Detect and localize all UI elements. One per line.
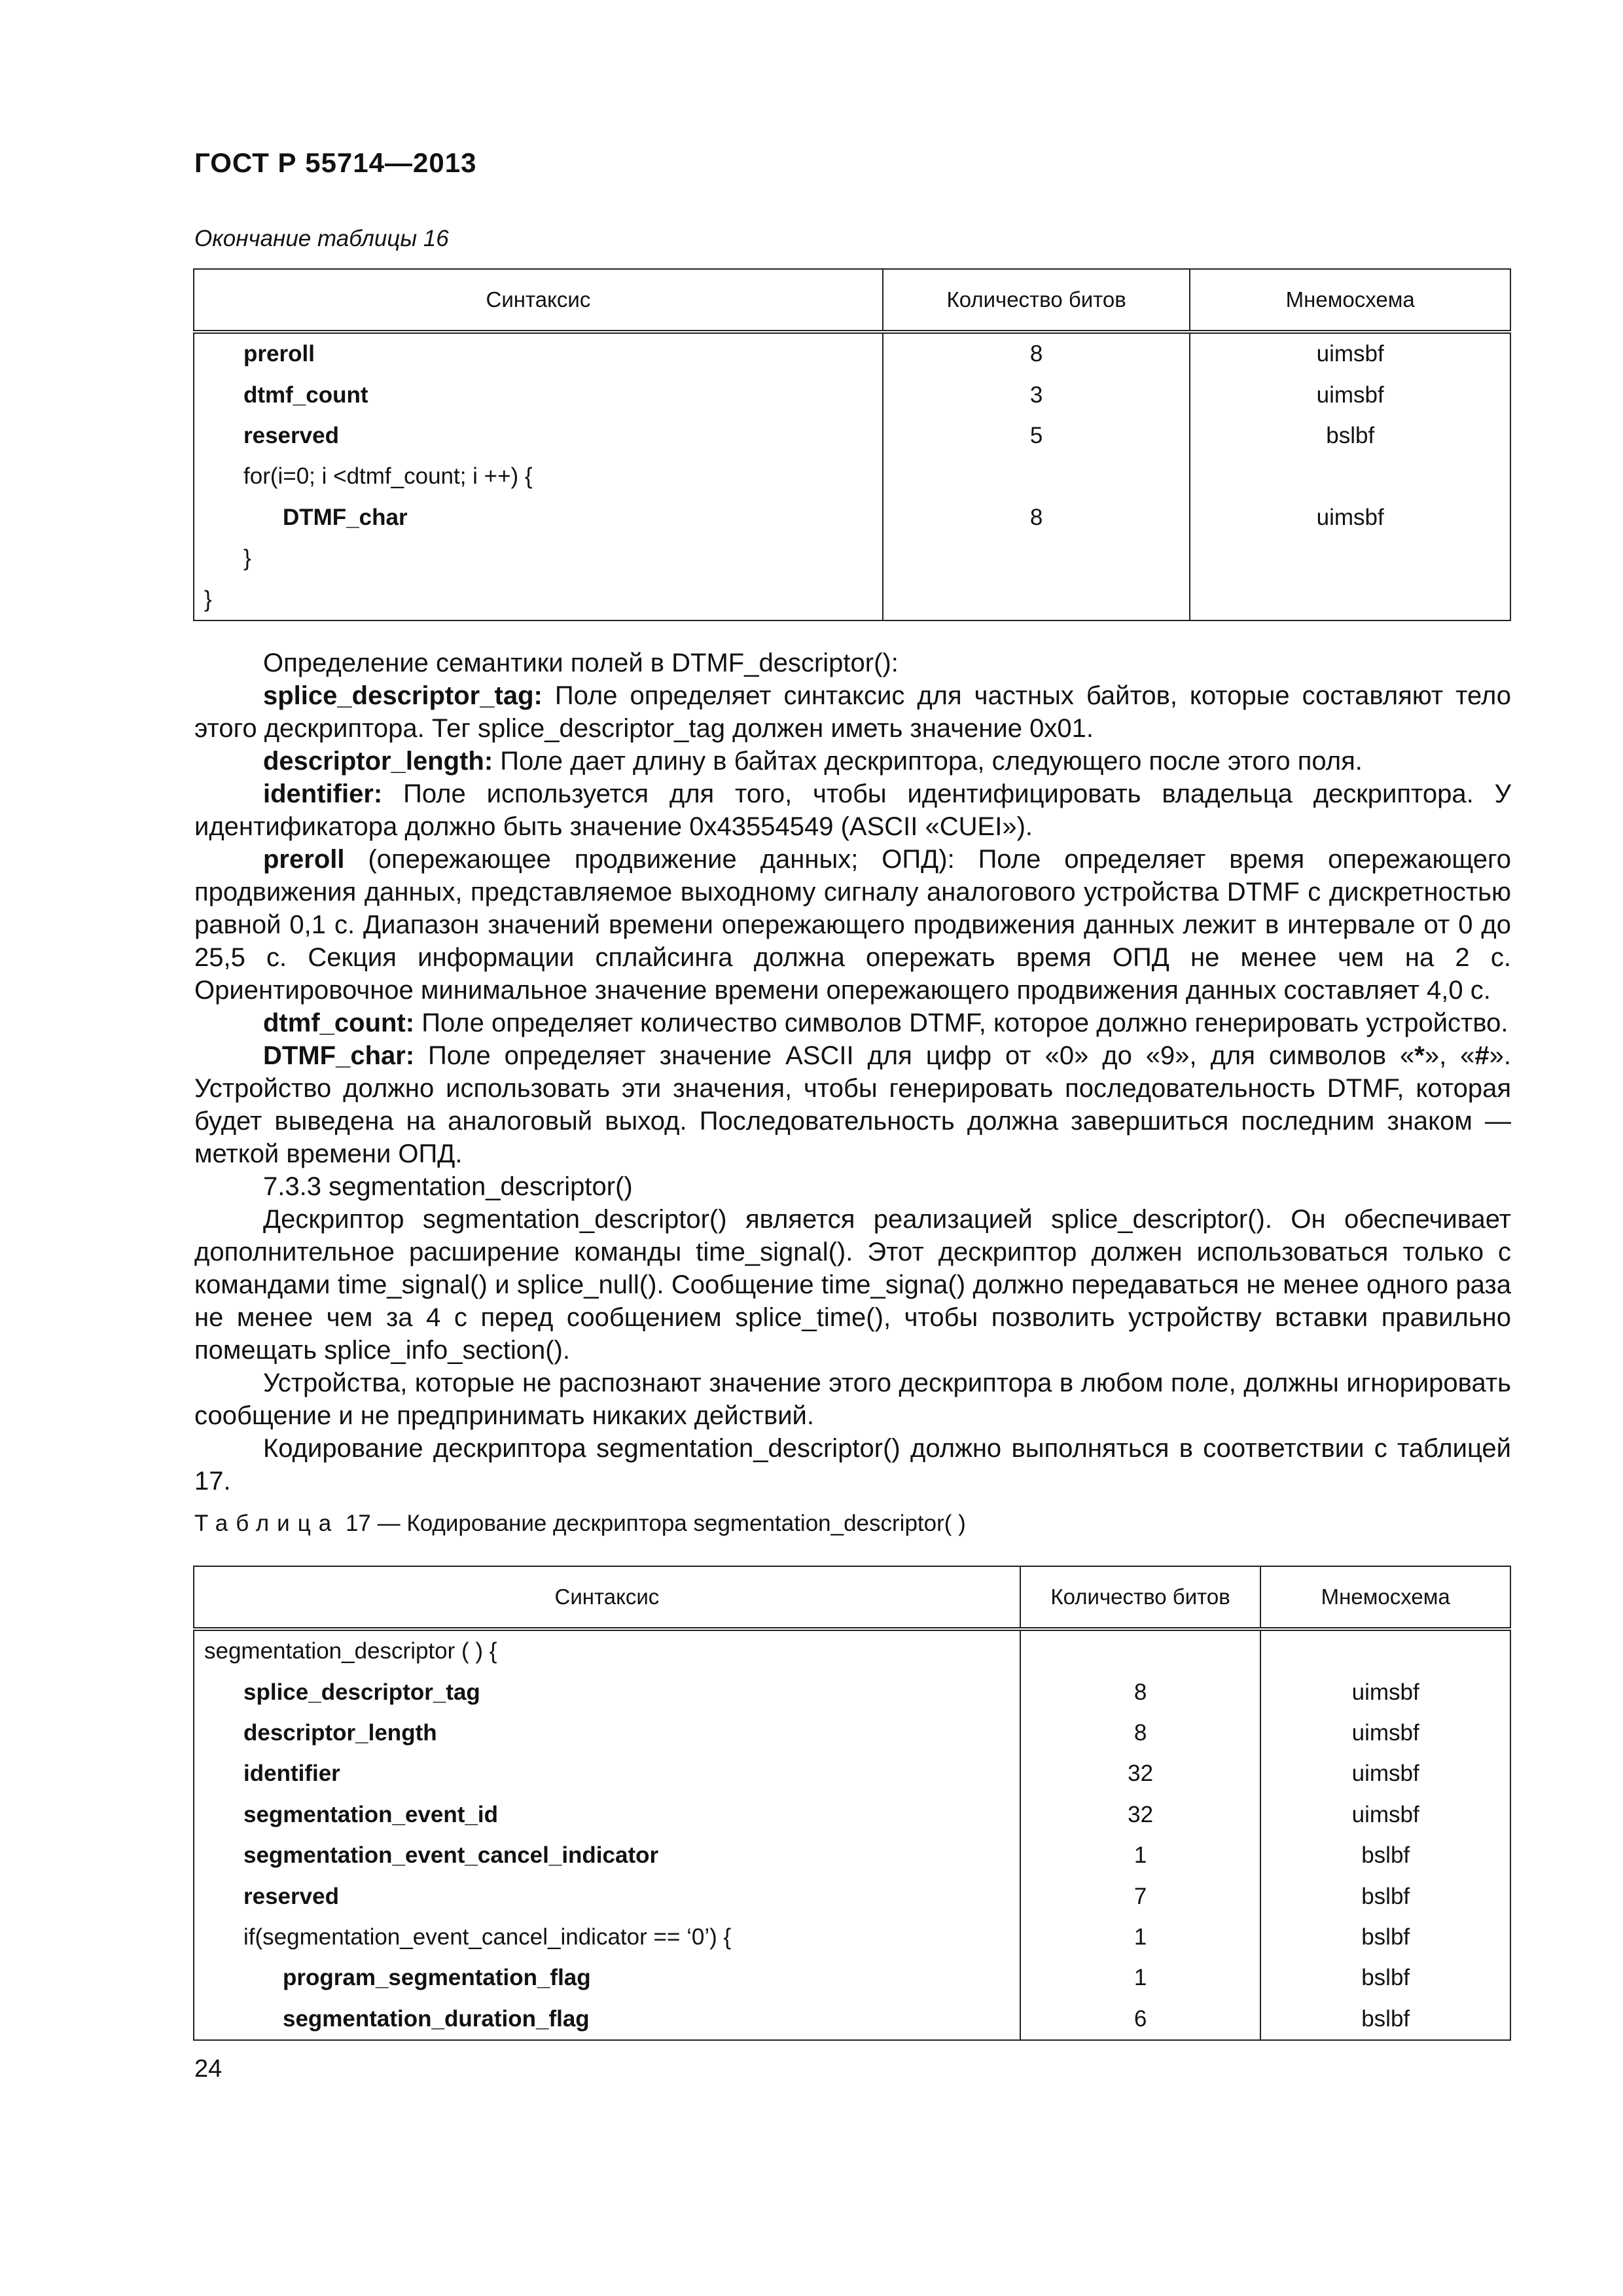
syntax-cell: descriptor_length	[194, 1713, 1020, 1753]
paragraph: Дескриптор segmentation_descriptor() является реализацией splice_descriptor(). Он обеспечивает дополнительное расширение команды time_signal(). Этот дескриптор должен использоваться только с командами time_signal() и splice_null(). Сообщение time_signa() должно передаваться не менее одного раза не менее чем за 4 с перед сообщением splice_time(), чтобы позволить устройству вставки правильно помещать splice_info_section().	[194, 1205, 1511, 1365]
syntax-cell: preroll	[194, 332, 883, 374]
field-term: DTMF_char:	[263, 1041, 415, 1070]
syntax-cell: }	[194, 538, 883, 579]
mnemonic-cell: uimsbf	[1260, 1753, 1510, 1794]
page-number: 24	[194, 2055, 223, 2083]
mnemonic-cell: uimsbf	[1190, 374, 1510, 415]
paragraph-text: Поле определяет синтаксис для частных байтов, которые составляют тело этого дескриптора. Тег splice_descriptor_tag должен иметь значение 0x01.	[194, 681, 1511, 743]
table-row	[194, 1629, 1510, 1672]
table-row	[194, 1876, 1510, 1916]
mnemonic-cell	[1190, 579, 1510, 620]
field-term: dtmf_count:	[263, 1009, 415, 1037]
bits-cell: 1	[1020, 1958, 1261, 1998]
syntax-cell: segmentation_event_id	[194, 1795, 1020, 1835]
column-header-syntax: Синтаксис	[194, 1566, 1020, 1629]
paragraph-text: Поле используется для того, чтобы идентифицировать владельца дескриптора. У идентификатора должно быть значение 0x43554549 (ASCII «CUEI»).	[194, 780, 1511, 841]
bits-cell: 1	[1020, 1917, 1261, 1958]
mnemonic-cell: bslbf	[1260, 1958, 1510, 1998]
table-row	[194, 416, 1510, 456]
syntax-cell: if(segmentation_event_cancel_indicator == ‘0’) {	[194, 1917, 1020, 1958]
bits-cell: 32	[1020, 1753, 1261, 1794]
table-row	[194, 332, 1510, 374]
bits-cell	[883, 579, 1190, 620]
bits-cell	[1020, 1629, 1261, 1672]
mnemonic-cell: uimsbf	[1190, 332, 1510, 374]
bits-cell	[883, 456, 1190, 497]
syntax-cell: reserved	[194, 416, 883, 456]
table-row	[194, 1958, 1510, 1998]
table-row	[194, 1835, 1510, 1876]
syntax-cell: segmentation_event_cancel_indicator	[194, 1835, 1020, 1876]
paragraph	[194, 647, 1511, 679]
paragraph	[194, 1039, 1511, 1170]
syntax-cell: splice_descriptor_tag	[194, 1672, 1020, 1712]
body-text	[194, 647, 1511, 1498]
bits-cell: 1	[1020, 1835, 1261, 1876]
bits-cell: 8	[883, 497, 1190, 538]
field-term: descriptor_length:	[263, 747, 493, 776]
paragraph	[194, 778, 1511, 843]
table-label: Таблица	[194, 1511, 340, 1536]
bits-cell: 8	[1020, 1713, 1261, 1753]
mnemonic-cell	[1260, 1629, 1510, 1672]
table-row	[194, 456, 1510, 497]
paragraph: Устройства, которые не распознают значение этого дескриптора в любом поле, должны игнорировать сообщение и не предпринимать никаких действий.	[194, 1369, 1511, 1430]
table-row	[194, 1753, 1510, 1794]
syntax-cell: dtmf_count	[194, 374, 883, 415]
column-header-bits: Количество битов	[883, 269, 1190, 332]
mnemonic-cell	[1190, 538, 1510, 579]
document-header: ГОСТ Р 55714—2013	[194, 147, 477, 178]
syntax-cell: reserved	[194, 1876, 1020, 1916]
column-header-bits: Количество битов	[1020, 1566, 1261, 1629]
star-symbol: *	[1414, 1041, 1425, 1070]
field-term: splice_descriptor_tag:	[263, 681, 543, 710]
column-header-syntax: Синтаксис	[194, 269, 883, 332]
field-term: preroll	[263, 845, 345, 874]
paragraph-text: Поле определяет количество символов DTMF, которое должно генерировать устройство.	[414, 1009, 1508, 1037]
mnemonic-cell: bslbf	[1190, 416, 1510, 456]
table16-caption: Окончание таблицы 16	[194, 226, 449, 251]
syntax-cell: for(i=0; i <dtmf_count; i ++) {	[194, 456, 883, 497]
paragraph-text: Определение семантики полей в DTMF_descriptor():	[263, 649, 899, 677]
mnemonic-cell: bslbf	[1260, 1917, 1510, 1958]
table-title: 17 — Кодирование дескриптора segmentation_descriptor( )	[339, 1511, 966, 1536]
table17-caption	[194, 1511, 966, 1537]
bits-cell	[883, 538, 1190, 579]
bits-cell: 3	[883, 374, 1190, 415]
paragraph	[194, 679, 1511, 745]
syntax-cell: identifier	[194, 1753, 1020, 1794]
mnemonic-cell: uimsbf	[1260, 1795, 1510, 1835]
mnemonic-cell: bslbf	[1260, 1835, 1510, 1876]
hash-symbol: #	[1474, 1041, 1489, 1070]
bits-cell: 6	[1020, 1999, 1261, 2040]
paragraph-text: Поле дает длину в байтах дескриптора, следующего после этого поля.	[493, 747, 1363, 776]
table-row	[194, 497, 1510, 538]
table-row	[194, 1795, 1510, 1835]
mnemonic-cell: bslbf	[1260, 1876, 1510, 1916]
table-row	[194, 1917, 1510, 1958]
syntax-cell: segmentation_descriptor ( ) {	[194, 1629, 1020, 1672]
mnemonic-cell	[1190, 456, 1510, 497]
paragraph-text: », «	[1424, 1041, 1475, 1070]
column-header-mnemonic: Мнемосхема	[1190, 269, 1510, 332]
syntax-cell: DTMF_char	[194, 497, 883, 538]
syntax-cell: }	[194, 579, 883, 620]
table-row	[194, 538, 1510, 579]
field-term: identifier:	[263, 780, 383, 808]
paragraph	[194, 843, 1511, 1007]
bits-cell: 32	[1020, 1795, 1261, 1835]
paragraph-text: ». Устройство должно использовать эти значения, чтобы генерировать последовательность DTMF, которая будет выведена на аналоговый выход. Последовательность должна завершиться последним знаком — меткой времени ОПД.	[194, 1041, 1511, 1168]
table-row	[194, 1672, 1510, 1712]
paragraph: Кодирование дескриптора segmentation_descriptor() должно выполняться в соответствии с таблицей 17.	[194, 1434, 1511, 1496]
bits-cell: 5	[883, 416, 1190, 456]
table-17	[193, 1566, 1511, 2041]
table-16	[193, 268, 1511, 621]
mnemonic-cell: uimsbf	[1260, 1672, 1510, 1712]
bits-cell: 7	[1020, 1876, 1261, 1916]
paragraph-text: Поле определяет значение ASCII для цифр от «0» до «9», для символов «	[414, 1041, 1415, 1070]
mnemonic-cell: bslbf	[1260, 1999, 1510, 2040]
table-row	[194, 579, 1510, 620]
bits-cell: 8	[1020, 1672, 1261, 1712]
bits-cell: 8	[883, 332, 1190, 374]
paragraph	[194, 1007, 1511, 1039]
column-header-mnemonic: Мнемосхема	[1260, 1566, 1510, 1629]
syntax-cell: program_segmentation_flag	[194, 1958, 1020, 1998]
table-row	[194, 374, 1510, 415]
table-row	[194, 1999, 1510, 2040]
mnemonic-cell: uimsbf	[1260, 1713, 1510, 1753]
paragraph	[194, 745, 1511, 778]
paragraph-text: (опережающее продвижение данных; ОПД): Поле определяет время опережающего продвижения данных, представляемое выходному сигналу аналогового устройства DTMF с дискретностью равной 0,1 с. Диапазон значений времени опережающего продвижения данных лежит в интервале от 0 до 25,5 с. Секция информации сплайсинга должна опережать время ОПД не менее чем на 2 с. Ориентировочное минимальное значение времени опережающего продвижения данных составляет 4,0 с.	[194, 845, 1511, 1005]
syntax-cell: segmentation_duration_flag	[194, 1999, 1020, 2040]
table-row	[194, 1713, 1510, 1753]
section-heading: 7.3.3 segmentation_descriptor()	[263, 1172, 633, 1201]
mnemonic-cell: uimsbf	[1190, 497, 1510, 538]
